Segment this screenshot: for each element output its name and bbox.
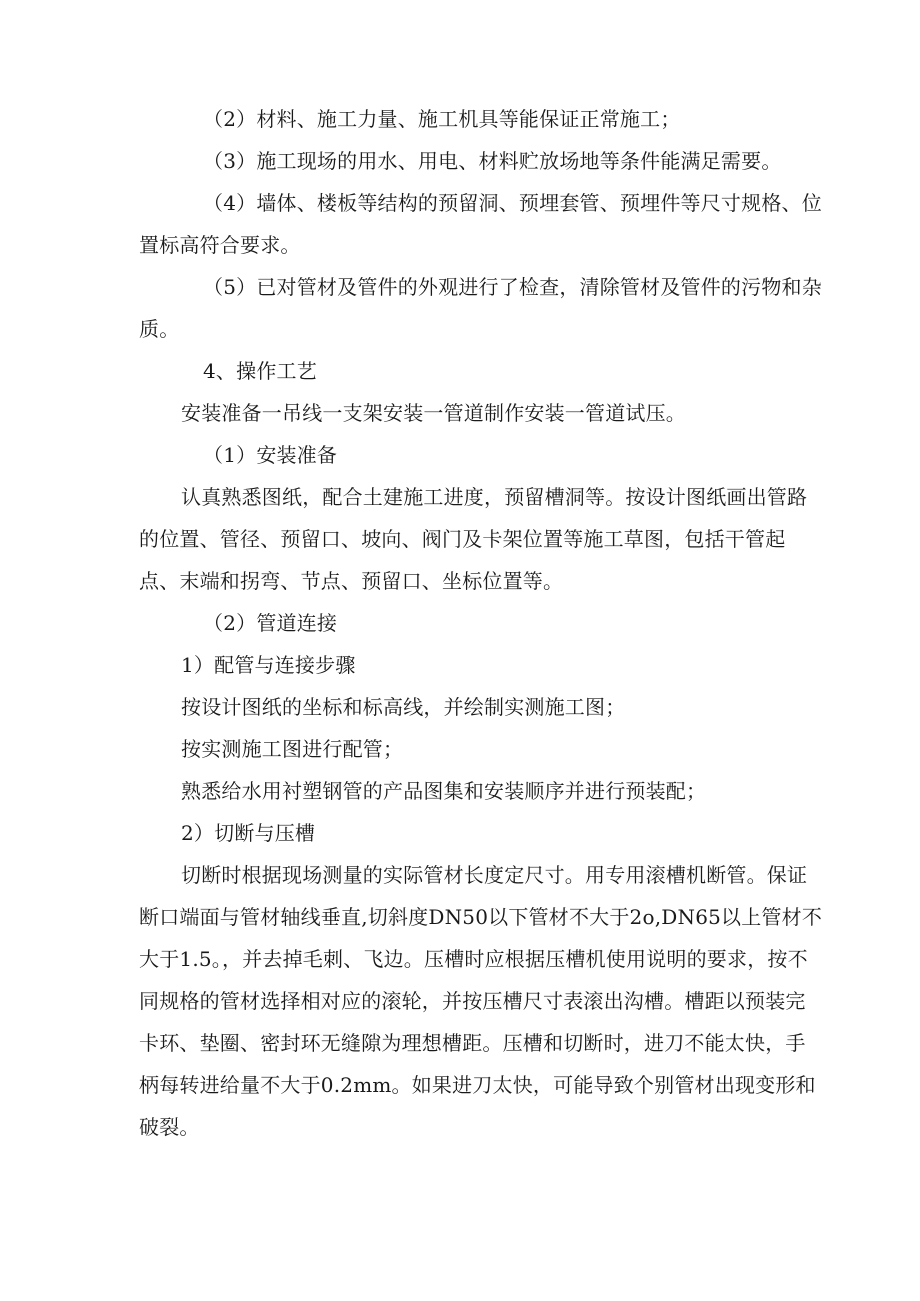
subheading-cutting-grooving: 2）切断与压槽	[181, 821, 316, 845]
paragraph-reserved-holes: （4）墙体、楼板等结构的预留洞、预埋套管、预埋件等尺寸规格、位置标高符合要求。	[139, 191, 822, 257]
document-page	[139, 98, 823, 1148]
paragraph-step-drawing: 按设计图纸的坐标和标高线，并绘制实测施工图；	[181, 695, 626, 719]
subheading-pipe-connection: （2）管道连接	[203, 611, 338, 635]
paragraph-step-piping: 按实测施工图进行配管；	[181, 737, 404, 761]
paragraph-cutting-grooving: 切断时根据现场测量的实际管材长度定尺寸。用专用滚槽机断管。保证断口端面与管材轴线垂直,切斜度DN50以下管材不大于2o,DN65以上管材不大于1.5。，并去掉毛刺、飞边。压槽时应根据压槽机使用说明的要求，按不同规格的管材选择相对应的滚轮，并按压槽尺寸表滚出沟槽。槽距以预装完卡环、垫圈、密封环无缝隙为理想槽距。压槽和切断时，进刀不能太快，手柄每转进给量不大于0.2mm。如果进刀太快，可能导致个别管材出现变形和破裂。	[139, 863, 823, 1139]
paragraph-step-preassembly: 熟悉给水用衬塑钢管的产品图集和安装顺序并进行预装配；	[181, 779, 707, 803]
subheading-piping-steps: 1）配管与连接步骤	[181, 653, 356, 677]
paragraph-process-flow: 安装准备一吊线一支架安装一管道制作安装一管道试压。	[181, 401, 686, 425]
paragraph-site-conditions: （3）施工现场的用水、用电、材料贮放场地等条件能满足需要。	[203, 149, 782, 173]
paragraph-installation-prep: 认真熟悉图纸，配合土建施工进度，预留槽洞等。按设计图纸画出管路的位置、管径、预留口、坡向、阀门及卡架位置等施工草图，包括干管起点、末端和拐弯、节点、预留口、坐标位置等。	[139, 485, 808, 593]
paragraph-pipe-inspection: （5）已对管材及管件的外观进行了检查，清除管材及管件的污物和杂质。	[139, 275, 822, 341]
subheading-installation-prep: （1）安装准备	[203, 443, 338, 467]
section-heading-process: 4、操作工艺	[203, 359, 317, 383]
paragraph-materials: （2）材料、施工力量、施工机具等能保证正常施工；	[203, 107, 681, 131]
